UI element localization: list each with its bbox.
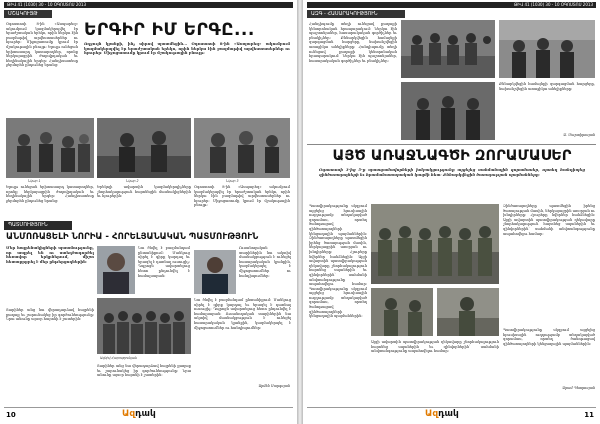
right-bottom-signature: Արամ Պետրոսյան — [562, 386, 595, 390]
right-section-label: ԱԶԳ - ՀԱՍԱՐԱԿՈՒԹՅՈՒՆ — [307, 10, 405, 18]
article2-col-e: Տարիներ անց նա վերադարձավ հայրենի քաղաք եւ շարունակեց իր գործունեությունը։ Նրա անունը այսօր հայտնի է շատերին։ — [97, 364, 191, 378]
caption-photo-3: Նկար 3 — [226, 179, 239, 183]
article2-lead: Մեր հայրենակիցների պատմությունը, որ ապրել են ու ստեղծագործել հեռավոր երկրներում, միշտ հետաքրքրել է մեր ընթերցողներին։ — [6, 246, 94, 264]
soldiers-photo-2 — [371, 288, 433, 336]
article1-col-3: Օգոստոսի 8-ին «Ասպարեզ» ակումբում կազմակերպվել էր երաժշտական երեկո, որին ներկա էին բազմաթիվ արվեստասերներ ու հյուրեր։ Միջոցառումը կրում էր մշակութային բնույթ։ — [194, 185, 290, 208]
article2-col-c: Տարիներ անց նա վերադարձավ հայրենի քաղաք եւ շարունակեց իր գործունեությունը։ Նրա անունը այսօր հայտնի է շատերին։ — [6, 308, 94, 322]
article2-col-a: Նա ծնվել է բազմանդամ ընտանիքում։ Մանկուց սիրել է գիրք կարդալ եւ երազել է դառնալ ուսուցիչ։ Դպրոցն ավարտելուց հետո ընդունվել է համալսարան։ — [138, 246, 190, 278]
article1-col-left: Օգոստոսի 8-ին «Ասպարեզ» ակումբում կազմակերպվել էր երաժշտական երեկո, որին ներկա էին բազմաթիվ արվեստասերներ ու հյուրեր։ Միջոցառումը կրում էր մշակութային բնույթ։ Ելույթ ունեցան երիտասարդ կատարողներ, որոնք ներկայացրին ժողովրդական եւ հեղինակային երգեր։ Հանդիսատեսը ջերմորեն ընդունեց նրանց։ — [6, 22, 78, 68]
divider — [307, 144, 596, 145]
left-signature: Արմեն Սարգսյան — [258, 384, 290, 388]
frontline-col-2: Այցի ավարտին պատվիրակության ղեկավարը շնորհակալություն հայտնեց սպաներին եւ զինվորներին՝ սահմանի անվտանգությունը ապահովելու համար։ — [371, 340, 499, 354]
right-logo: Ազդակ — [425, 409, 459, 419]
caption-photo-2: Նկար 2 — [126, 179, 139, 183]
article1-col-2: Երեկոյի ավարտին կազմակերպիչները շնորհակալություն հայտնեցին մասնակիցներին եւ հյուրերին։ — [97, 185, 191, 199]
left-page-number: 10 — [6, 411, 16, 419]
right-top-signature: Ա. Մարտիրոսյան — [563, 133, 595, 137]
left-footer — [4, 407, 293, 422]
portrait-photo-1 — [97, 246, 135, 294]
left-section-label: ՄՇԱԿՈՒՅԹ — [4, 10, 52, 18]
section2-label: ՊԱՏՄՈՒԹՅՈՒՆ — [4, 221, 72, 230]
right-page — [303, 0, 600, 424]
portrait-photo-2 — [194, 250, 236, 294]
left-page — [0, 0, 297, 424]
frontline-lead: Օգոստոսի 3-ից 5-ը պատգամավորների խմբակցությունը այցելեց սահմանային զորամասեր, որտեղ հանդիպեց զինծառայողների եւ հրամանատարական կազմի հետ։ Քննարկվեցին ծառայության պայմանները։ — [319, 168, 585, 177]
group-photo — [97, 298, 191, 354]
group-photo-caption: Ազնիվ Հարությունյան — [100, 356, 138, 360]
soldiers-photo-1 — [371, 204, 499, 284]
left-page-header: ԹԻՎ 41 (1030) 30 - 10 ՕԳՈՍՏՈՍ 2013 — [4, 2, 293, 8]
headline-frontline: ԱՅԾ ԱՌԱՋՆԱԳԾԻ ԶՈՐԱՄԱՍԵՐ — [332, 148, 572, 164]
event-photo-3 — [194, 118, 290, 178]
soldiers-photo-3 — [437, 288, 499, 336]
article2-col-b: Ուսանողական տարիներին նա ակտիվ մասնակցություն է ունեցել հասարակական կյանքին, կազմակերպել է միջոցառումներ ու հանդիպումներ։ — [239, 246, 291, 278]
event-photo-2 — [97, 118, 191, 178]
left-logo: Ազդակ — [122, 409, 156, 419]
right-page-number: 11 — [584, 411, 594, 419]
frontline-col-3: Զինծառայողները պատմեցին իրենց ծառայության մասին, ներկայացրին առօրյան ու խնդիրները։ Հյուրերը նվերներ հանձնեցին։ Այցի ավարտին պատվիրակության ղեկավարը շնորհակալություն հայտնեց սպաներին եւ զինվորներին՝ սահմանի անվտանգությունը ապահովելու համար։ — [503, 204, 595, 236]
right-page-header: ԹԻՎ 41 (1030) 30 - 10 ՕԳՈՍՏՈՍ 2013 — [307, 2, 596, 8]
frontline-col-4: Պատվիրակությունը սկզբում այցելեց հյուսիսային ուղղությամբ տեղակայված զորամաս, որտեղ ծանոթացավ զինծառայողների կենցաղային պայմաններին։ — [503, 328, 595, 346]
headline-history: ԱՆՄՈՌԱՑԵԼԻ ՆՈՐԻԱ - ՀՈՐԵԼՅԱՆԱԿԱՆ ՊԱՏՄՈՒԹՅՈՒՆ — [6, 232, 259, 242]
event-photo-1 — [6, 118, 94, 178]
top-article-col-2: Քննարկվեցին համայնքի զարգացման հարցերը, նախանշվեցին առաջիկա անելիքները։ — [499, 82, 595, 91]
right-footer — [307, 407, 596, 422]
frontline-col-1: Պատվիրակությունը սկզբում այցելեց հյուսիսային ուղղությամբ տեղակայված զորամաս, որտեղ ծանոթացավ զինծառայողների կենցաղային պայմաններին։ Զինծառայողները պատմեցին իրենց ծառայության մասին, ներկայացրին առօրյան ու խնդիրները։ Հյուրերը նվերներ հանձնեցին։ Այցի ավարտին պատվիրակության ղեկավարը շնորհակալություն հայտնեց սպաներին եւ զինվորներին՝ սահմանի անվտանգությունը ապահովելու համար։ Պատվիրակությունը սկզբում այցելեց հյուսիսային ուղղությամբ տեղակայված զորամաս, որտեղ ծանոթացավ զինծառայողների կենցաղային պայմաններին։ — [309, 204, 367, 319]
meeting-photo-2 — [499, 20, 595, 78]
article2-col-d: Նա ծնվել է բազմանդամ ընտանիքում։ Մանկուց սիրել է գիրք կարդալ եւ երազել է դառնալ ուսուցիչ։ Դպրոցն ավարտելուց հետո ընդունվել է համալսարան։ Ուսանողական տարիներին նա ակտիվ մասնակցություն է ունեցել հասարակական կյանքին, կազմակերպել է միջոցառումներ ու հանդիպումներ։ — [194, 298, 291, 330]
meeting-photo-3 — [401, 82, 495, 140]
caption-photo-1: Նկար 1 — [28, 179, 41, 183]
article1-col-1: Ելույթ ունեցան երիտասարդ կատարողներ, որոնք ներկայացրին ժողովրդական եւ հեղինակային երգեր։ Հանդիսատեսը ջերմորեն ընդունեց նրանց։ — [6, 185, 94, 203]
headline-sing-my-song: ԵՐԳԻՐ ԻՄ ԵՐԳԸ... — [84, 20, 255, 40]
top-article-col-1: Հանդիպումը տեղի ունեցավ քաղաքի կենտրոնական հրապարակում։ Ներկա էին պաշտոնյաներ, հասարակական գործիչներ եւ բնակիչներ։ Քննարկվեցին համայնքի զարգացման հարցերը, նախանշվեցին առաջիկա անելիքները։ Հանդիպումը տեղի ունեցավ քաղաքի կենտրոնական հրապարակում։ Ներկա էին պաշտոնյաներ, հասարակական գործիչներ եւ բնակիչներ։ — [309, 22, 397, 63]
article1-intro: Ողջույն կյանքի, ինչ սիրով պատմեցին... Օգոստոսի 8-ին «Ասպարեզ» ակումբում կազմակերպվել էր երաժշտական երեկո, որին ներկա էին բազմաթիվ արվեստասերներ ու հյուրեր։ Միջոցառումը կրում էր մշակութային բնույթ։ — [84, 42, 290, 56]
meeting-photo-1 — [401, 20, 495, 78]
